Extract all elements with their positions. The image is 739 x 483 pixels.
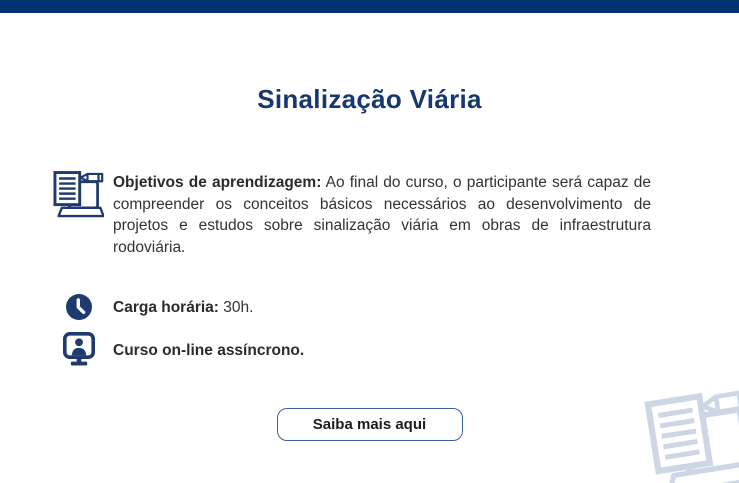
page-title: Sinalização Viária xyxy=(257,84,482,114)
clock-icon xyxy=(66,294,92,320)
workload-label: Carga horária: xyxy=(113,299,219,316)
workload-value: 30h. xyxy=(223,299,254,316)
workload-row xyxy=(113,299,253,317)
document-pencil-laptop-icon xyxy=(49,170,104,220)
format-label: Curso on-line assíncrono. xyxy=(113,342,305,359)
document-pencil-laptop-watermark-icon xyxy=(635,384,739,483)
person-monitor-icon xyxy=(63,332,95,368)
objectives-body: Ao final do curso, o participante será capaz de compreender os conceitos básicos necessários ao desenvolvimento de projetos e estudos sobre sinalização viária em obras de infraestrutura rodoviária. xyxy=(113,174,651,257)
top-accent-bar xyxy=(0,0,739,13)
objectives-label: Objetivos de aprendizagem: xyxy=(113,174,322,191)
objectives-paragraph xyxy=(113,172,651,259)
learn-more-button[interactable]: Saiba mais aqui xyxy=(277,408,463,441)
